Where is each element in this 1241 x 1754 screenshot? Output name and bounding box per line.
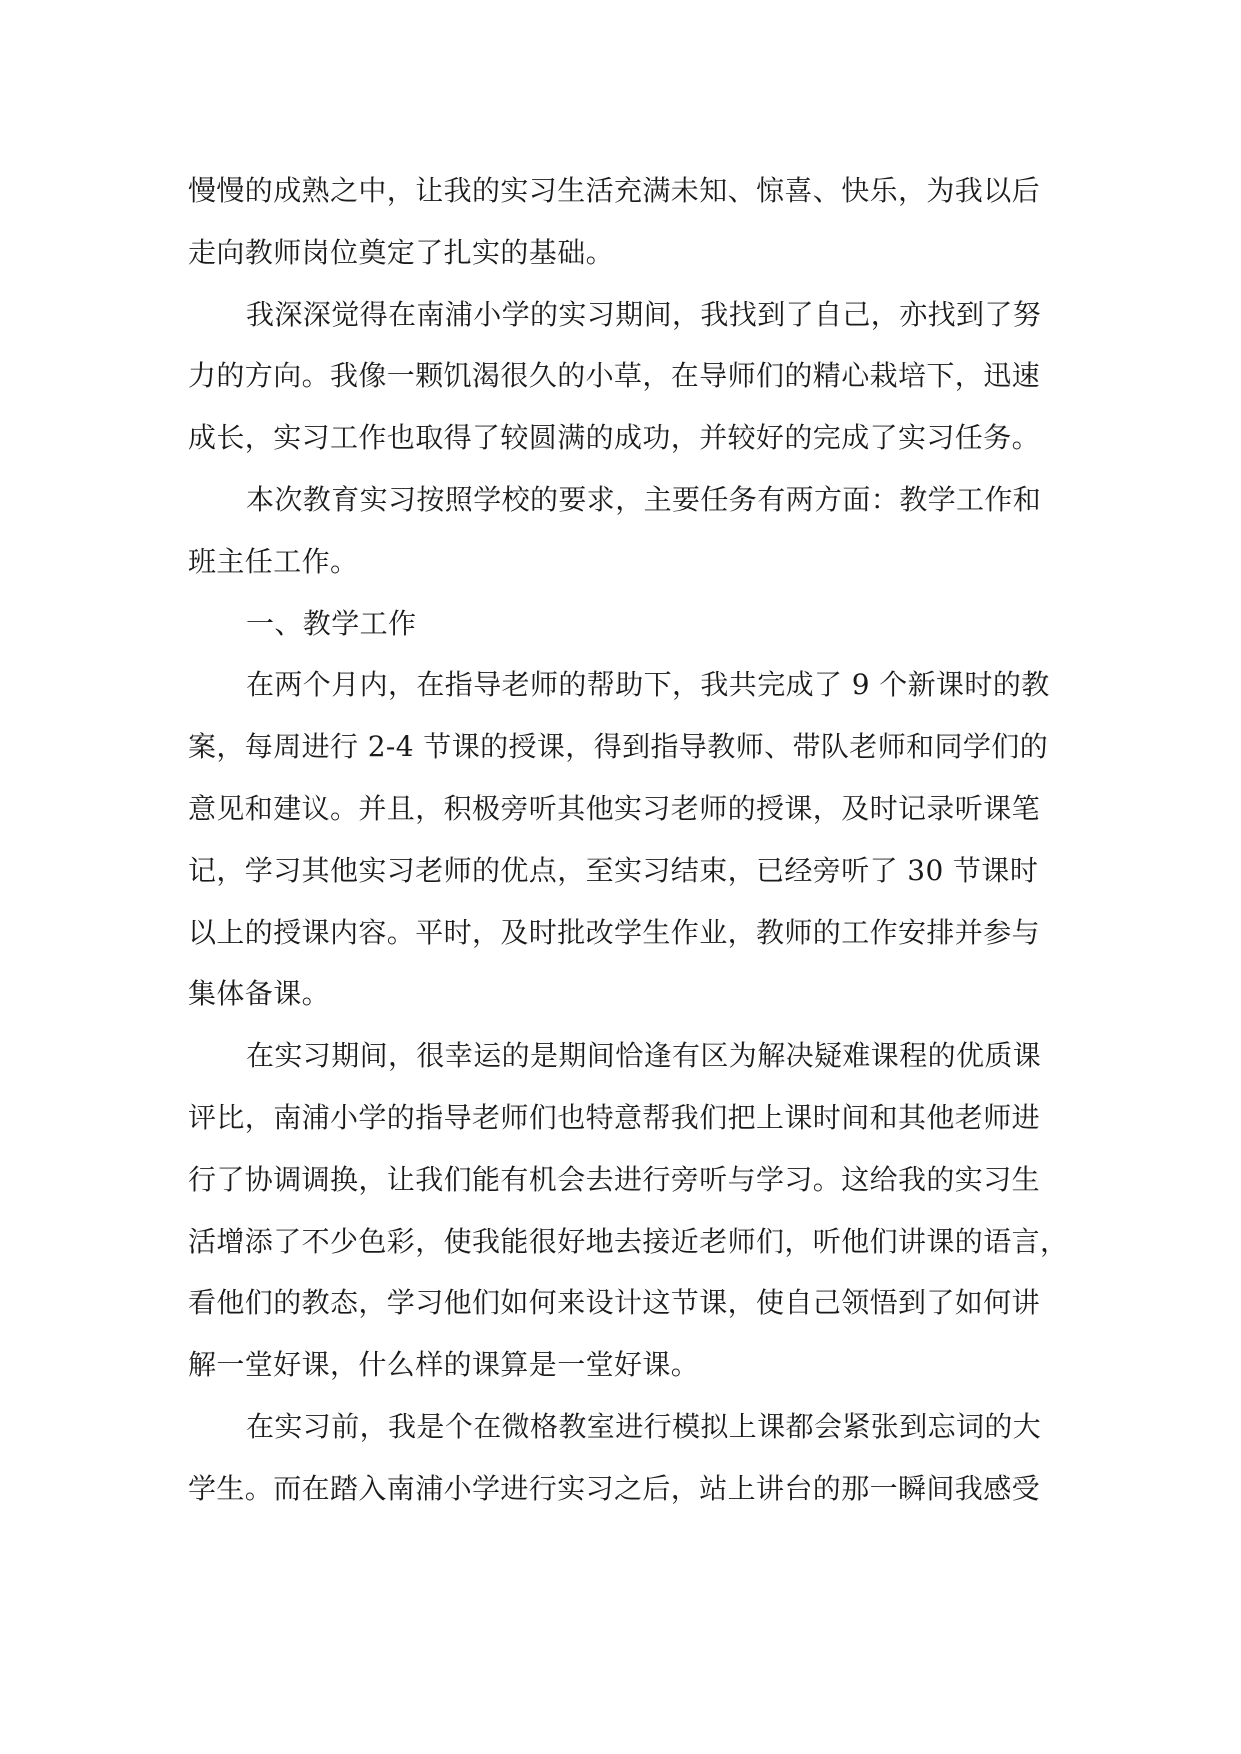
text-line: 案，每周进行 2-4 节课的授课，得到指导教师、带队老师和同学们的 xyxy=(188,730,1049,764)
text-line: 慢慢的成熟之中，让我的实习生活充满未知、惊喜、快乐，为我以后 xyxy=(188,174,1041,207)
text-line: 我深深觉得在南浦小学的实习期间，我找到了自己，亦找到了努 xyxy=(246,297,1042,331)
text-line: 记，学习其他实习老师的优点，至实习结束，已经旁听了 30 节课时 xyxy=(188,853,1039,887)
text-line: 在实习前，我是个在微格教室进行模拟上课都会紧张到忘词的大 xyxy=(246,1409,1042,1443)
text-line: 看他们的教态，学习他们如何来设计这节课，使自己领悟到了如何讲 xyxy=(188,1286,1041,1320)
text-line: 本次教育实习按照学校的要求，主要任务有两方面：教学工作和 xyxy=(246,482,1042,516)
text-line: 班主任工作。 xyxy=(188,544,359,578)
text-line: 在两个月内，在指导老师的帮助下，我共完成了 9 个新课时的教 xyxy=(246,668,1050,702)
text-line: 力的方向。我像一颗饥渴很久的小草，在导师们的精心栽培下，迅速 xyxy=(188,359,1041,393)
text-line: 成长，实习工作也取得了较圆满的成功，并较好的完成了实习任务。 xyxy=(188,421,1041,455)
section-heading: 一、教学工作 xyxy=(246,606,417,640)
text-line: 行了协调调换，让我们能有机会去进行旁听与学习。这给我的实习生 xyxy=(188,1162,1041,1196)
text-line: 学生。而在踏入南浦小学进行实习之后，站上讲台的那一瞬间我感受 xyxy=(188,1471,1041,1505)
text-line: 评比，南浦小学的指导老师们也特意帮我们把上课时间和其他老师进 xyxy=(188,1100,1041,1134)
text-line: 在实习期间，很幸运的是期间恰逢有区为解决疑难课程的优质课 xyxy=(246,1039,1042,1073)
body-text xyxy=(188,160,1069,1520)
text-line: 以上的授课内容。平时，及时批改学生作业，教师的工作安排并参与 xyxy=(188,915,1041,949)
text-line: 集体备课。 xyxy=(188,977,331,1011)
text-line: 解一堂好课，什么样的课算是一堂好课。 xyxy=(188,1348,700,1382)
text-line: 意见和建议。并且，积极旁听其他实习老师的授课，及时记录听课笔 xyxy=(188,791,1041,825)
text-line: 活增添了不少色彩，使我能很好地去接近老师们，听他们讲课的语言， xyxy=(188,1224,1069,1258)
text-line: 走向教师岗位奠定了扎实的基础。 xyxy=(188,235,615,269)
